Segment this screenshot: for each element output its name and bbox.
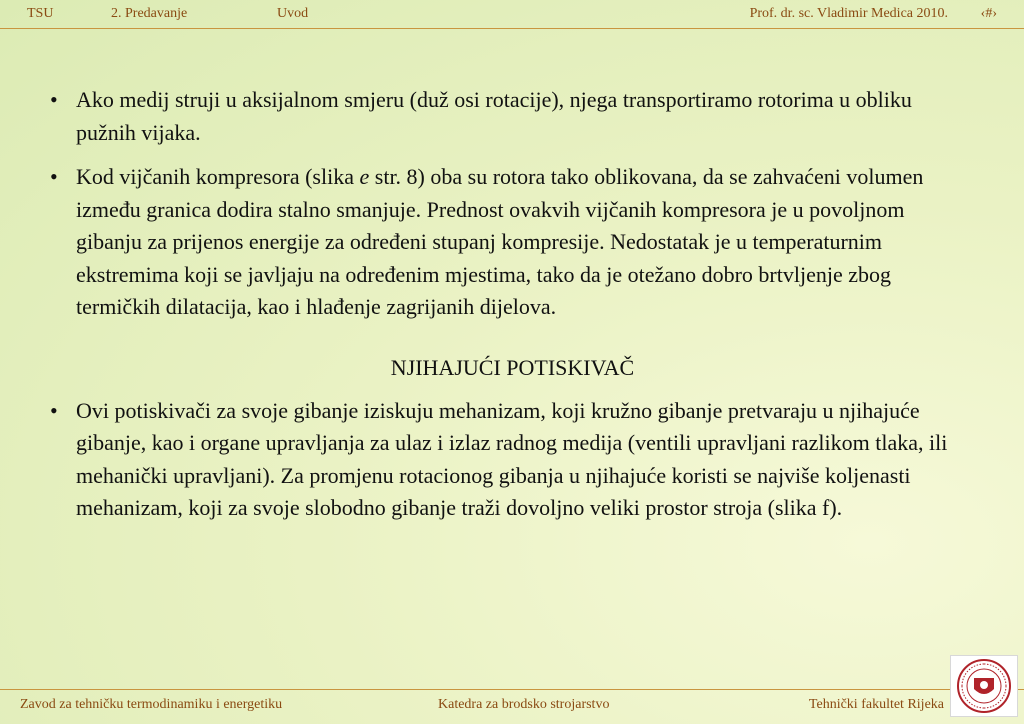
faculty-seal-graphic <box>951 656 1017 716</box>
header-author-year: Prof. dr. sc. Vladimir Medica 2010. <box>749 6 948 21</box>
header-section: Uvod <box>277 6 309 21</box>
header-divider <box>0 28 1024 29</box>
bullet-marker: • <box>50 397 58 423</box>
footer-divider <box>0 689 1024 690</box>
footer-department: Katedra za brodsko strojarstvo <box>438 697 610 712</box>
bullet-axial-flow <box>50 84 975 149</box>
faculty-seal-icon <box>950 655 1018 717</box>
bullet-text: Ovi potiskivači za svoje gibanje iziskuju mehanizam, koji kružno gibanje pretvaraju u njihajuće gibanje, kao i organe upravljanja za ulaz i izlaz radnog medija (ventili upravljani razlikom tlaka, ili mehanički upravljani). Za promjenu rotacionog gibanja u njihajuće koristi se najviše koljenasti mehanizam, koji za svoje slobodno gibanje traži dovoljno veliki prostor stroja (slika f). <box>76 397 948 520</box>
bullet-text-start: Kod vijčanih kompresora (slika <box>76 164 360 189</box>
bullet-screw-compressor <box>50 161 975 324</box>
section-heading: NJIHAJUĆI POTISKIVAČ <box>390 354 635 380</box>
slide-content <box>50 84 975 537</box>
header-course: TSU <box>27 6 54 21</box>
bullet-marker: • <box>50 87 58 112</box>
header-lecture: 2. Predavanje <box>111 6 188 21</box>
header-slide-number: ‹#› <box>980 6 997 21</box>
bullet-text-rest: str. 8) oba su rotora tako oblikovana, da se zahvaćeni volumen između granica dodira stalno smanjuje. Prednost ovakvih vijčanih kompresora je u povoljnom gibanju za prijenos energije za određeni stupanj kompresije. Nedostatak je u temperaturnim ekstremima koji se javljaju na određenim mjestima, tako da je otežano dobro brtvljenje zbog termičkih dilatacija, kao i hlađenje zagrijanih dijelova. <box>76 164 924 319</box>
bullet-text: Ako medij struji u aksijalnom smjeru (duž osi rotacije), njega transportiramo rotorima u obliku pužnih vijaka. <box>76 87 912 145</box>
footer-faculty: Tehnički fakultet Rijeka <box>808 697 944 712</box>
figure-reference: e <box>359 164 370 189</box>
bullet-marker: • <box>50 164 58 189</box>
slide-header <box>0 0 1024 28</box>
bullet-oscillating-pusher <box>50 395 975 525</box>
footer-institute: Zavod za tehničku termodinamiku i energetiku <box>20 697 283 712</box>
